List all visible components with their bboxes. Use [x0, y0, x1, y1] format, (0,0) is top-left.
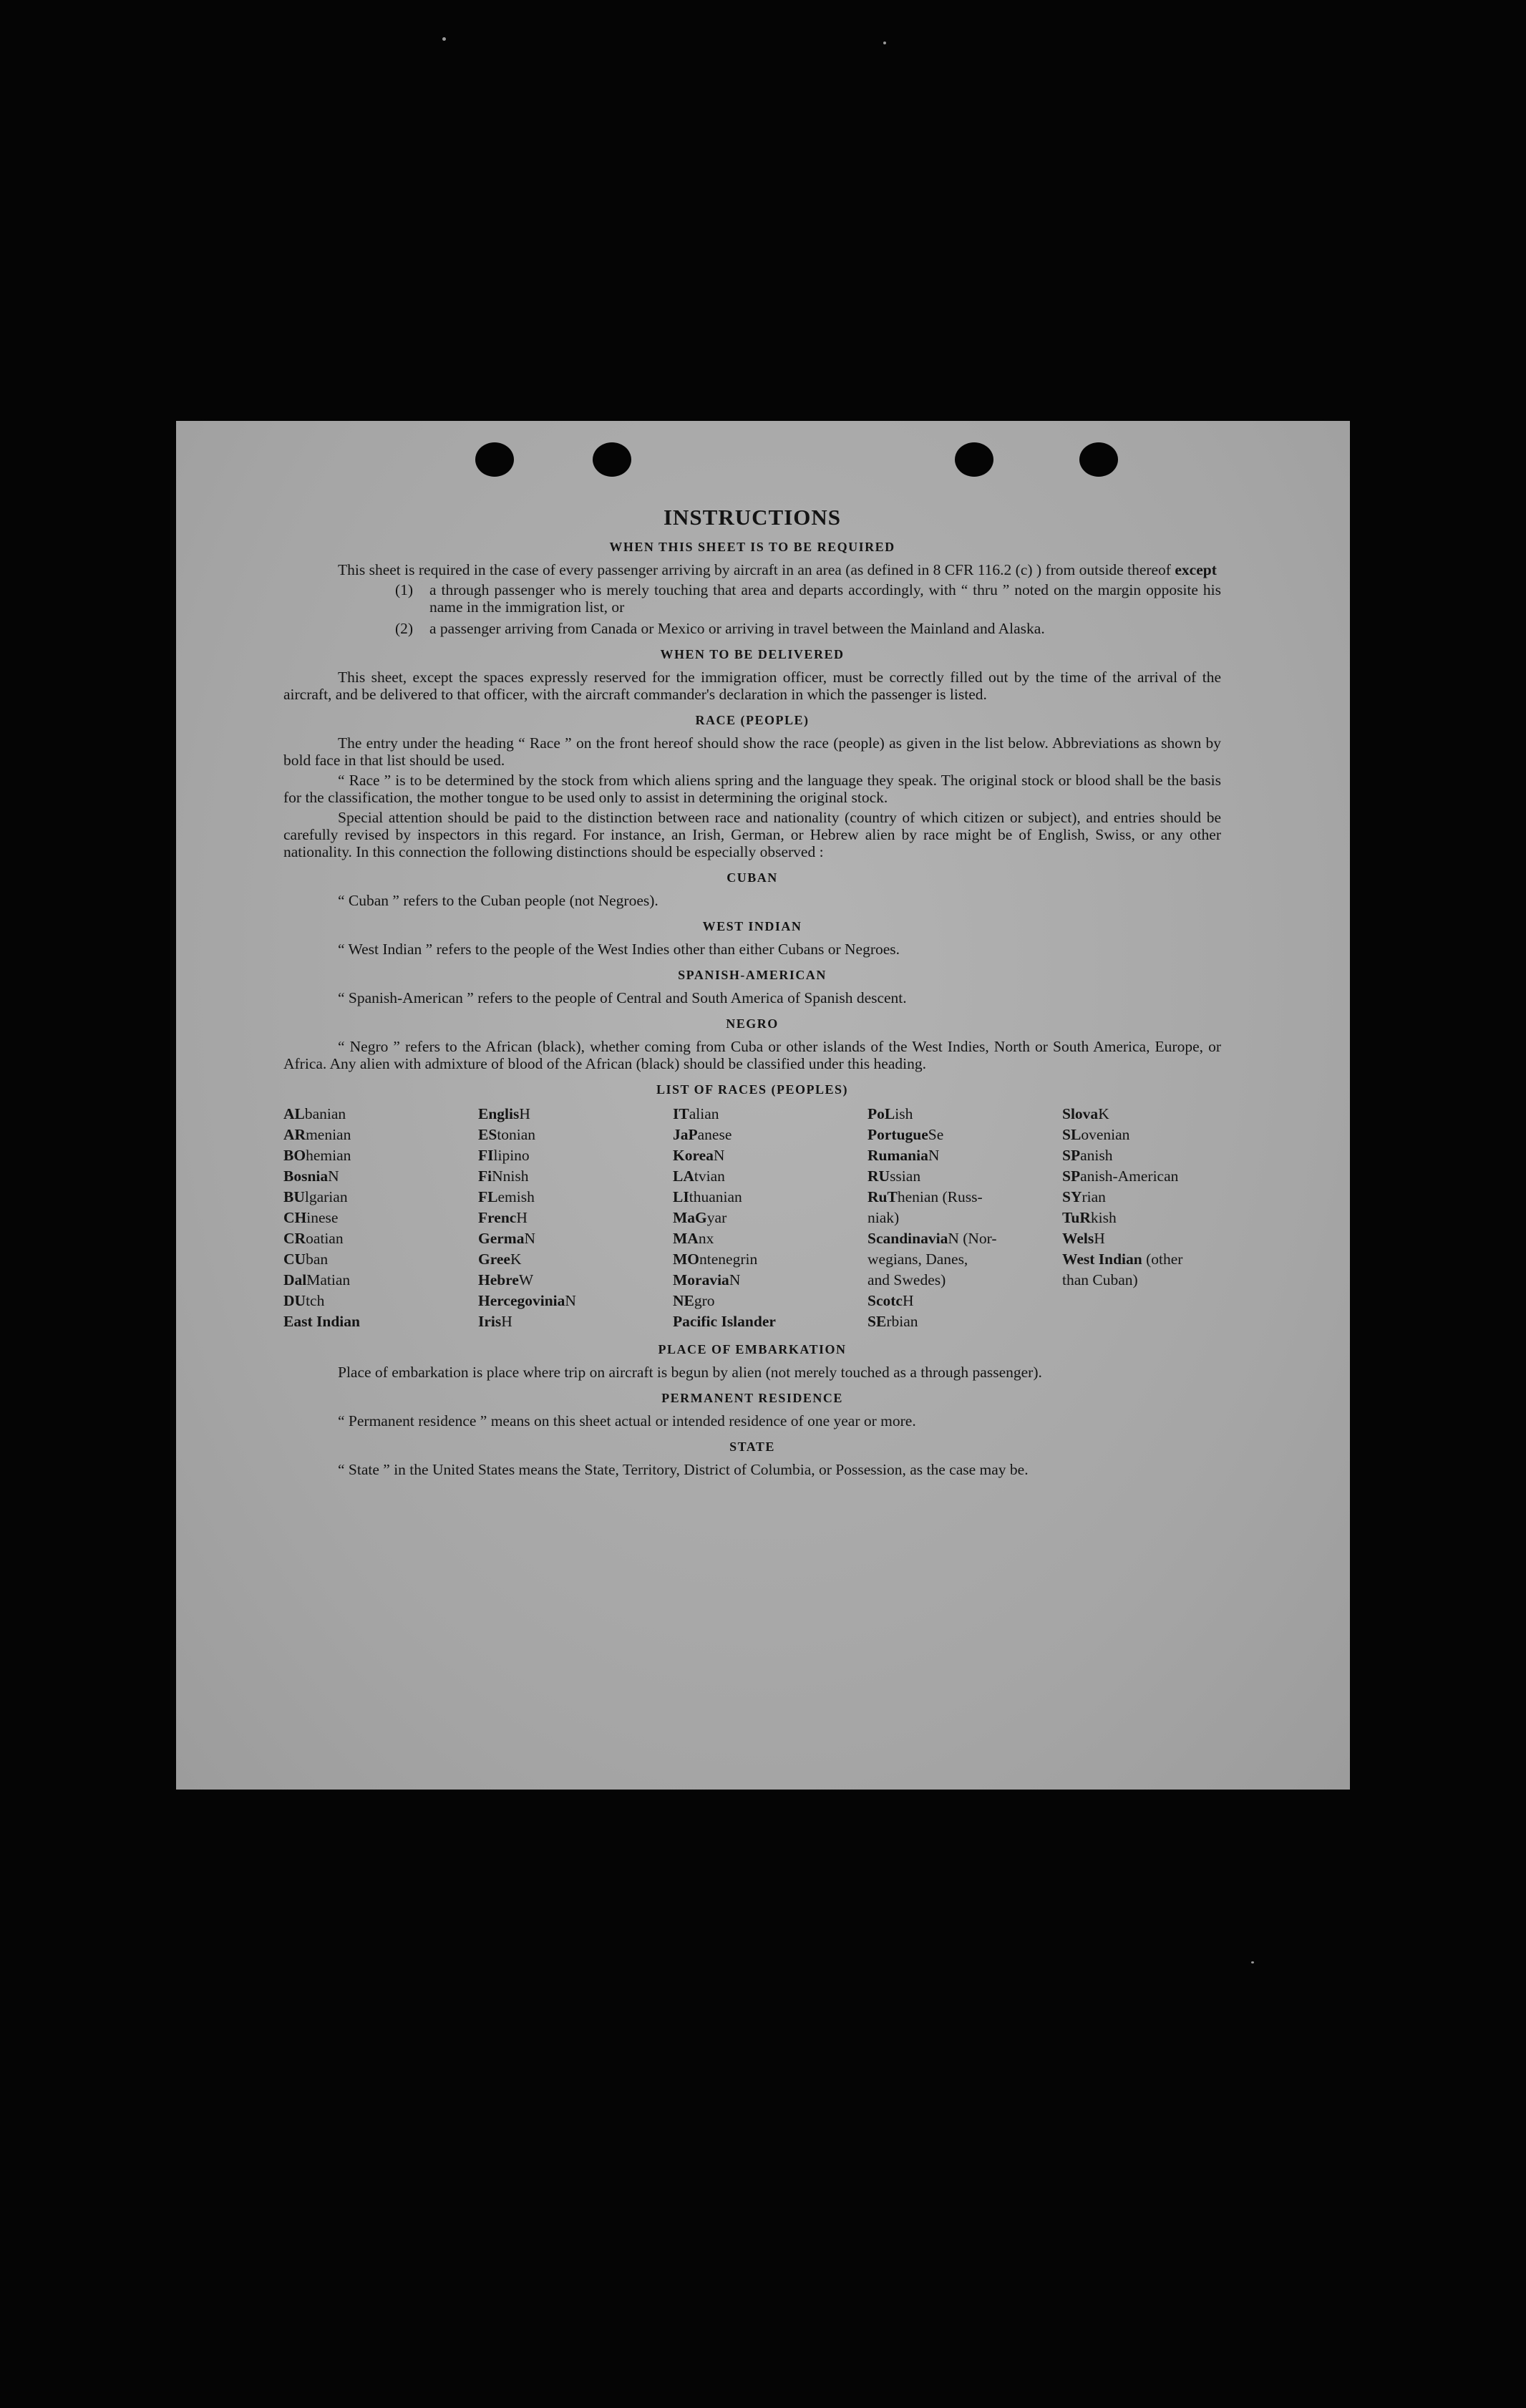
required-intro	[283, 561, 1221, 578]
race-entry: MOntenegrin	[673, 1251, 758, 1268]
race-entry: MaGyar	[673, 1209, 727, 1226]
punch-hole	[955, 442, 993, 477]
race-entry: LAtvian	[673, 1167, 725, 1185]
race-entry: BOhemian	[283, 1147, 351, 1164]
west-indian-text: “ West Indian ” refers to the people of the West Indies other than either Cubans or Negroes.	[338, 941, 900, 958]
required-item-1	[395, 581, 1221, 616]
race-entry: West Indian (other than Cuban)	[1062, 1251, 1183, 1288]
heading-cuban: CUBAN	[726, 870, 778, 885]
race-entry: PortugueSe	[868, 1126, 944, 1143]
item-number: (2)	[395, 620, 414, 637]
race-entry: ScandinaviaN (Nor- wegians, Danes, and Swedes)	[868, 1230, 997, 1288]
race-entry: PoLish	[868, 1105, 913, 1122]
race-entry: ITalian	[673, 1105, 719, 1122]
race-entry: SLovenian	[1062, 1126, 1130, 1143]
race-entry: FIlipino	[478, 1147, 530, 1164]
race-entry: Pacific Islander	[673, 1313, 776, 1330]
race-entry: EStonian	[478, 1126, 536, 1143]
race-entry: CHinese	[283, 1209, 339, 1226]
film-speck	[442, 37, 446, 41]
race-paragraph-3: Special attention should be paid to the distinction between race and nationality (country of which citizen or subject), and entries should be carefully revised by inspectors in this regard. For instance, an Irish, German, or Hebrew alien by race might be of English, Swiss, or any other nationality. In this connection the following distinctions should be especially observed :	[283, 809, 1221, 860]
residence-text: “ Permanent residence ” means on this sheet actual or intended residence of one year or more.	[338, 1412, 916, 1429]
race-entry: SErbian	[868, 1313, 918, 1330]
heading-race: RACE (PEOPLE)	[695, 713, 810, 727]
race-entry: GreeK	[478, 1251, 522, 1268]
item-text: a passenger arriving from Canada or Mexico or arriving in travel between the Mainland and Alaska.	[429, 620, 1045, 637]
race-entry: KoreaN	[673, 1147, 725, 1164]
race-entry: BUlgarian	[283, 1188, 348, 1205]
heading-required: WHEN THIS SHEET IS TO BE REQUIRED	[609, 540, 895, 554]
race-entry: ARmenian	[283, 1126, 351, 1143]
race-entry: IrisH	[478, 1313, 512, 1330]
instructions-body	[283, 505, 1221, 1481]
film-speck	[883, 42, 886, 44]
races-column-5	[1062, 1104, 1221, 1332]
embarkation-text: Place of embarkation is place where trip on aircraft is begun by alien (not merely touched as a through passenger).	[338, 1364, 1042, 1381]
heading-spanish-american: SPANISH-AMERICAN	[678, 968, 827, 982]
race-entry: RuThenian (Russ- niak)	[868, 1188, 983, 1226]
race-entry: BosniaN	[283, 1167, 339, 1185]
race-entry: TuRkish	[1062, 1209, 1117, 1226]
race-entry: NEgro	[673, 1292, 715, 1309]
race-entry: CUban	[283, 1251, 329, 1268]
heading-negro: NEGRO	[726, 1016, 779, 1031]
races-column-2	[478, 1104, 673, 1332]
heading-embarkation: PLACE OF EMBARKATION	[658, 1342, 847, 1356]
race-entry: DUtch	[283, 1292, 325, 1309]
negro-text: “ Negro ” refers to the African (black), whether coming from Cuba or other islands of the West Indies, North or South America, Europe, or Africa. Any alien with admixture of blood of the African (black) should be classified under this heading.	[283, 1038, 1221, 1072]
race-entry: FrencH	[478, 1209, 528, 1226]
race-entry: DalMatian	[283, 1271, 351, 1288]
race-entry: MoraviaN	[673, 1271, 741, 1288]
punch-hole	[593, 442, 631, 477]
race-paragraph-2: “ Race ” is to be determined by the stock from which aliens spring and the language they speak. The original stock or blood shall be the basis for the classification, the mother tongue to be used only to assist in determining the original stock.	[283, 772, 1221, 806]
race-entry: CRoatian	[283, 1230, 344, 1247]
document-page	[176, 421, 1350, 1790]
races-column-1	[283, 1104, 478, 1332]
heading-west-indian: WEST INDIAN	[702, 919, 802, 933]
race-entry: ScotcH	[868, 1292, 914, 1309]
page-title: INSTRUCTIONS	[663, 505, 841, 530]
race-paragraph-1: The entry under the heading “ Race ” on the front hereof should show the race (people) as given in the list below. Abbreviations as shown by bold face in that list should be used.	[283, 734, 1221, 769]
punch-hole	[475, 442, 514, 477]
item-number: (1)	[395, 581, 414, 598]
race-entry: GermaN	[478, 1230, 535, 1247]
race-entry: LIthuanian	[673, 1188, 742, 1205]
race-entry: ALbanian	[283, 1105, 346, 1122]
required-intro-text: This sheet is required in the case of every passenger arriving by aircraft in an area (as defined in 8 CFR 116.2 (c) ) from outside thereof	[338, 561, 1175, 578]
heading-delivered: WHEN TO BE DELIVERED	[660, 647, 845, 661]
race-entry: SYrian	[1062, 1188, 1106, 1205]
item-text: a through passenger who is merely touching that area and departs accordingly, with “ thru ” noted on the margin opposite his name in the immigration list, or	[429, 581, 1221, 616]
race-entry: FiNnish	[478, 1167, 529, 1185]
cuban-text: “ Cuban ” refers to the Cuban people (not Negroes).	[338, 892, 658, 909]
film-speck	[1251, 1961, 1254, 1963]
race-entry: SPanish	[1062, 1147, 1113, 1164]
race-entry: WelsH	[1062, 1230, 1105, 1247]
race-entry: East Indian	[283, 1313, 360, 1330]
delivered-text: This sheet, except the spaces expressly reserved for the immigration officer, must be correctly filled out by the time of the arrival of the aircraft, and be delivered to that officer, with the aircraft commander's declaration in which the passenger is listed.	[283, 669, 1221, 703]
required-item-2	[395, 620, 1221, 637]
race-entry: RumaniaN	[868, 1147, 940, 1164]
races-list	[283, 1104, 1221, 1332]
punch-hole	[1079, 442, 1118, 477]
races-column-4	[868, 1104, 1062, 1332]
heading-residence: PERMANENT RESIDENCE	[661, 1391, 843, 1405]
race-entry: EnglisH	[478, 1105, 530, 1122]
spanish-american-text: “ Spanish-American ” refers to the people of Central and South America of Spanish descent.	[338, 989, 907, 1006]
races-column-3	[673, 1104, 868, 1332]
race-entry: SlovaK	[1062, 1105, 1109, 1122]
race-entry: MAnx	[673, 1230, 714, 1247]
race-entry: SPanish-American	[1062, 1167, 1179, 1185]
race-entry: RUssian	[868, 1167, 921, 1185]
race-entry: FLemish	[478, 1188, 535, 1205]
heading-races-list: LIST OF RACES (PEOPLES)	[656, 1082, 849, 1097]
race-entry: HebreW	[478, 1271, 534, 1288]
race-entry: HercegoviniaN	[478, 1292, 576, 1309]
state-text: “ State ” in the United States means the State, Territory, District of Columbia, or Possession, as the case may be.	[338, 1461, 1029, 1478]
heading-state: STATE	[729, 1440, 775, 1454]
race-entry: JaPanese	[673, 1126, 732, 1143]
required-intro-except: except	[1175, 561, 1217, 578]
